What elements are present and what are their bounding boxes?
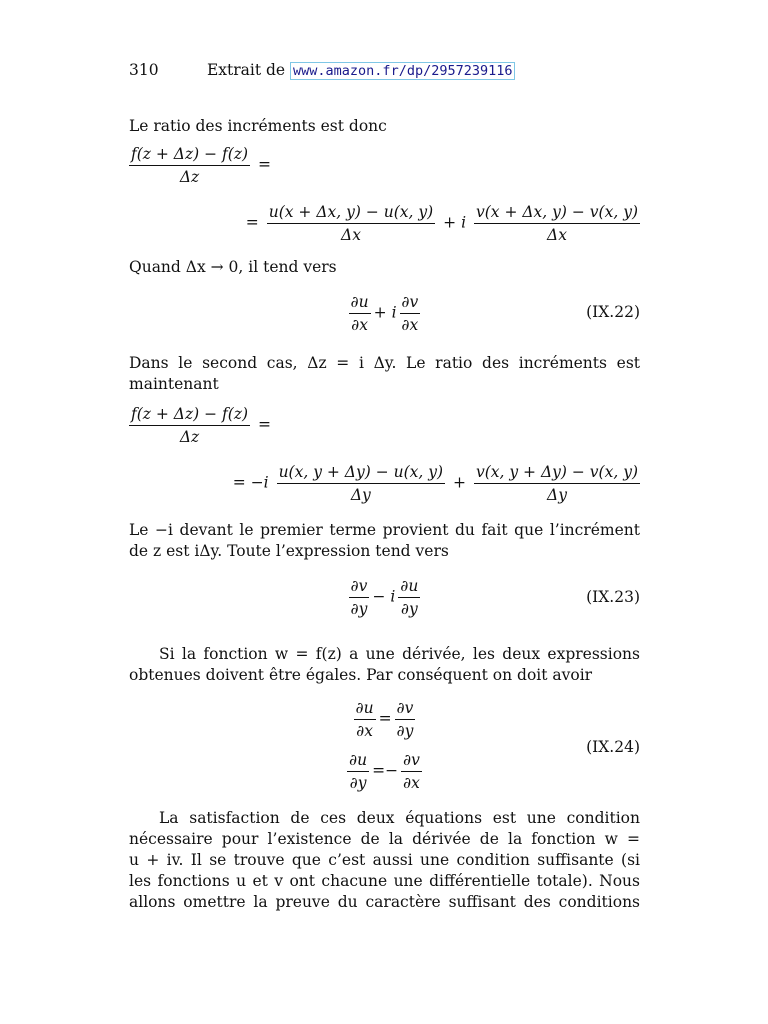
equals-sign: = [257, 155, 271, 174]
paragraph-ratio-intro: Le ratio des incréments est donc [129, 117, 387, 135]
v-difference-fraction [474, 202, 640, 245]
u-difference-fraction [267, 202, 435, 245]
plus-i: + i [443, 213, 467, 232]
dv-dy: $\frac{\partial v}{\partial y}$ [350, 577, 368, 618]
running-header [129, 60, 515, 82]
paragraph-limit-x: Quand Δx → 0, il tend vers [129, 258, 337, 276]
ratio-fraction-2: $\frac{f(z + \Delta z) - f(z)}{\Delta z}$ [131, 405, 249, 446]
equation-ix22 [129, 292, 640, 335]
du-dy: $\frac{\partial u}{\partial y}$ [400, 577, 419, 618]
plus-sign: + [453, 473, 467, 492]
equation-ratio-1 [129, 144, 640, 187]
page-number: 310 [129, 61, 159, 79]
equation-ratio-y [129, 462, 640, 505]
delta-x-denominator: Δx [341, 226, 361, 244]
paragraph-second-case: Dans le second cas, Δz = i Δy. Le ratio des incréments est maintenant [129, 354, 640, 393]
dv-dx: $\frac{\partial v}{\partial x}$ [401, 293, 419, 334]
ratio-fraction [129, 144, 250, 187]
paragraph-derivative: Si la fonction w = f(z) a une dérivée, les deux expressions obtenues doivent être égales. Par conséquent on doit avoir [129, 645, 640, 684]
lead-equals: = [245, 213, 259, 232]
ratio-denominator: Δz [179, 168, 200, 186]
du-dx: $\frac{\partial u}{\partial x}$ [350, 293, 369, 334]
minus-i-23: − i [372, 587, 396, 606]
v-difference-fraction-y: $\frac{v(x, y + \Delta y) - v(x, y)}{\Delta y}$ [475, 463, 638, 504]
v-numerator: v(x + Δx, y) − v(x, y) [474, 202, 640, 224]
equation-label-23: (IX.23) [586, 588, 640, 606]
plus-i-22: + i [373, 303, 397, 322]
equation-label-22: (IX.22) [586, 303, 640, 321]
equation-label-24: (IX.24) [586, 738, 640, 756]
paragraph-minus-i: Le −i devant le premier terme provient du fait que l’incrément de z est iΔy. Toute l’expression tend vers [129, 521, 640, 560]
equation-ix24-first: $\frac{\partial u}{\partial x}$ = $\frac{\partial v}{\partial y}$ [355, 699, 414, 740]
delta-x-denominator-2: Δx [547, 226, 567, 244]
equation-ix23 [129, 576, 640, 619]
equation-ratio-x [129, 202, 640, 245]
lead-minus-i: = −i [232, 473, 269, 492]
amazon-link[interactable]: www.amazon.fr/dp/2957239116 [290, 62, 515, 80]
ratio-numerator: f(z + Δz) − f(z) [129, 144, 250, 166]
header-prefix: Extrait de [206, 61, 286, 79]
u-difference-fraction-y: $\frac{u(x, y + \Delta y) - u(x, y)}{\Delta y}$ [278, 463, 444, 504]
u-numerator: u(x + Δx, y) − u(x, y) [267, 202, 435, 224]
paragraph-cauchy-riemann: La satisfaction de ces deux équations est une condition nécessaire pour l’existence de la dérivée de la fonction w = u + iv. Il se trouve que c’est aussi une condition suffisante (si les fonctions u et v ont chacune une différentielle totale). Nous allons omettre la preuve du caractère suffisant des conditions [129, 809, 640, 911]
equation-ratio-2: $\frac{f(z + \Delta z) - f(z)}{\Delta z}$ = [131, 405, 271, 446]
equation-ix24-second: $\frac{\partial u}{\partial y}$ =− $\frac{\partial v}{\partial x}$ [349, 751, 420, 792]
